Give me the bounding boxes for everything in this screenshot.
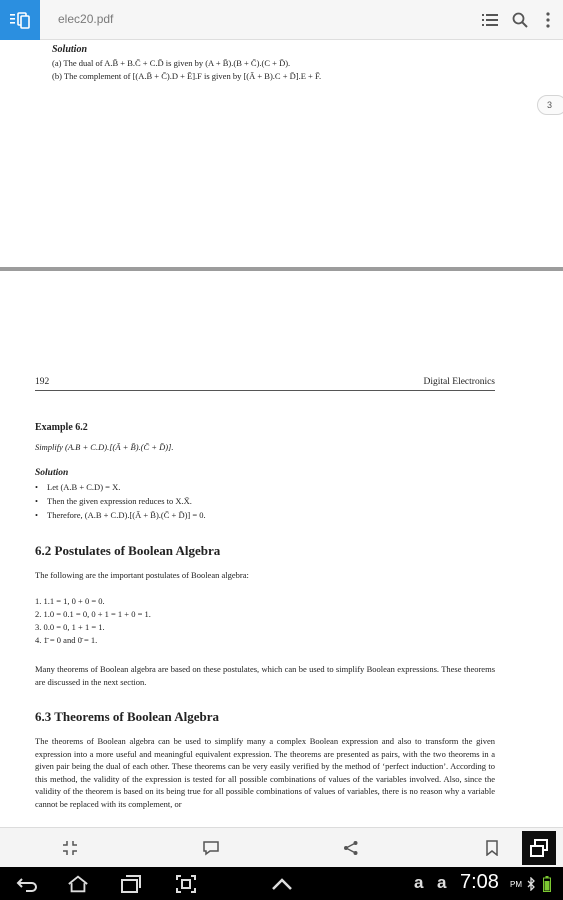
bookmark-icon[interactable] xyxy=(483,839,501,857)
solution-line-b: (b) The complement of [(A.B̄ + C̄).D + Ē].F is given by [(Ā + B).C + D̄].E + F̄. xyxy=(52,71,322,81)
section-heading-6-2: 6.2 Postulates of Boolean Algebra xyxy=(35,543,221,558)
section-heading-6-3: 6.3 Theorems of Boolean Algebra xyxy=(35,709,220,724)
recent-apps-icon[interactable] xyxy=(120,874,142,894)
document-title: elec20.pdf xyxy=(58,12,114,26)
app-top-bar xyxy=(0,0,563,40)
comment-icon[interactable] xyxy=(202,839,220,857)
home-icon[interactable] xyxy=(67,874,89,894)
battery-icon xyxy=(540,874,554,894)
book-title: Digital Electronics xyxy=(423,377,495,387)
page-number: 192 xyxy=(35,377,50,387)
status-clock-ampm: PM xyxy=(510,880,522,889)
running-header xyxy=(35,377,495,391)
solution-line-a: (a) The dual of A.B̄ + B.C̄ + C.D̄ is given by (A + B̄).(B + C̄).(C + D̄). xyxy=(52,58,291,68)
status-clock: 7:08 xyxy=(460,871,499,893)
notification-icon[interactable]: a xyxy=(414,873,424,892)
list-item: • Let (A.B + C.D) = X. xyxy=(35,482,121,492)
postulate-item: 2. 1.0 = 0.1 = 0, 0 + 1 = 1 + 0 = 1. xyxy=(35,609,151,619)
overflow-menu-icon[interactable] xyxy=(538,10,558,30)
fit-page-icon[interactable] xyxy=(61,839,79,857)
pdf-page-previous xyxy=(0,41,563,267)
postulate-item: 3. 0.0 = 0, 1 + 1 = 1. xyxy=(35,622,105,632)
android-system-bar xyxy=(0,867,563,900)
list-item: • Therefore, (A.B + C.D).[(Ā + B̄).(C̄ + D̄)] = 0. xyxy=(35,510,206,520)
page-number-badge[interactable]: 3 xyxy=(537,95,563,115)
bluetooth-icon xyxy=(525,874,537,894)
postulate-item: 4. 1̄ = 0 and 0̄ = 1. xyxy=(35,635,98,645)
example-text: Simplify (A.B + C.D).[(Ā + B̄).(C̄ + D̄)]. xyxy=(35,442,174,452)
example-heading: Example 6.2 xyxy=(35,422,88,433)
section-6-3-text: The theorems of Boolean algebra can be used to simplify many a complex Boolean expression and also to transform the given expression into a more useful and meaningful equivalent expression. The theorems are presented as pairs, with the two theorems in a given pair being the dual of each other. These theorems can be very easily verified by the method of ‘perfect induction’. According to this method, the validity of the expression is tested for all possible combinations of values of the variables involved. Also, since the validity of the theorem is based on its being true for all possible combinations of values of variables, there is no reason why a variable cannot be replaced with its complement, or xyxy=(35,736,495,809)
multi-window-icon[interactable] xyxy=(522,831,556,865)
back-icon[interactable] xyxy=(16,874,38,894)
list-icon[interactable] xyxy=(480,10,500,30)
postulate-item: 1. 1.1 = 1, 0 + 0 = 0. xyxy=(35,596,105,606)
list-item: • Then the given expression reduces to X.X̄. xyxy=(35,496,192,506)
search-icon[interactable] xyxy=(510,10,530,30)
screenshot-icon[interactable] xyxy=(175,874,197,894)
solution-heading: Solution xyxy=(52,44,88,55)
pdf-document-icon[interactable] xyxy=(0,0,40,40)
notification-icon[interactable]: a xyxy=(437,873,447,892)
solution-heading: Solution xyxy=(35,468,69,478)
section-6-2-intro: The following are the important postulates of Boolean algebra: xyxy=(35,570,249,580)
section-6-2-outro: Many theorems of Boolean algebra are based on these postulates, which can be used to simplify Boolean expressions. These theorems are discussed in the next section. xyxy=(35,664,495,687)
viewer-toolbar xyxy=(0,827,563,867)
share-icon[interactable] xyxy=(342,839,360,857)
pdf-page-current xyxy=(0,271,563,827)
chevron-up-icon[interactable] xyxy=(271,874,293,894)
